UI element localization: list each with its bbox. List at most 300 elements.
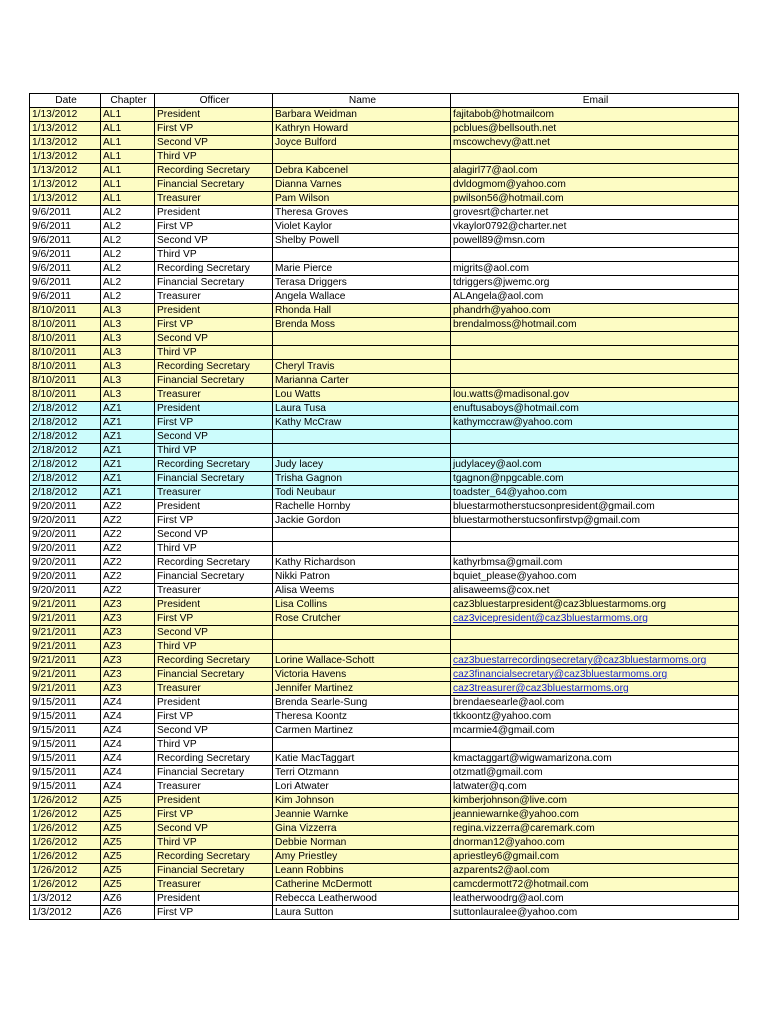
email-cell[interactable] xyxy=(451,444,739,458)
chapter-cell[interactable]: AZ1 xyxy=(101,430,155,444)
chapter-cell[interactable]: AL3 xyxy=(101,346,155,360)
date-cell[interactable]: 8/10/2011 xyxy=(30,374,101,388)
email-cell[interactable]: regina.vizzerra@caremark.com xyxy=(451,822,739,836)
officer-cell[interactable]: President xyxy=(155,206,273,220)
date-cell[interactable]: 1/3/2012 xyxy=(30,892,101,906)
date-cell[interactable]: 9/20/2011 xyxy=(30,570,101,584)
date-cell[interactable]: 9/6/2011 xyxy=(30,262,101,276)
table-row xyxy=(30,444,739,458)
date-cell[interactable]: 9/15/2011 xyxy=(30,780,101,794)
name-cell[interactable]: Terri Otzmann xyxy=(273,766,451,780)
officer-cell[interactable]: Recording Secretary xyxy=(155,850,273,864)
date-cell[interactable]: 1/13/2012 xyxy=(30,164,101,178)
name-cell[interactable]: Kathy Richardson xyxy=(273,556,451,570)
officer-cell[interactable]: First VP xyxy=(155,318,273,332)
chapter-cell[interactable]: AL1 xyxy=(101,122,155,136)
officer-cell[interactable]: Treasurer xyxy=(155,584,273,598)
date-cell[interactable]: 1/3/2012 xyxy=(30,906,101,920)
date-cell[interactable]: 1/13/2012 xyxy=(30,136,101,150)
chapter-cell[interactable]: AZ1 xyxy=(101,444,155,458)
name-cell[interactable]: Terasa Driggers xyxy=(273,276,451,290)
officer-cell[interactable]: Recording Secretary xyxy=(155,360,273,374)
chapter-cell[interactable]: AL1 xyxy=(101,108,155,122)
officer-cell[interactable]: Second VP xyxy=(155,626,273,640)
officer-cell[interactable]: President xyxy=(155,598,273,612)
chapter-cell[interactable]: AL2 xyxy=(101,220,155,234)
name-cell[interactable]: Debra Kabcenel xyxy=(273,164,451,178)
name-cell[interactable]: Jennifer Martinez xyxy=(273,682,451,696)
column-header-officer[interactable]: Officer xyxy=(155,94,273,108)
date-cell[interactable]: 9/6/2011 xyxy=(30,276,101,290)
officer-cell[interactable]: Treasurer xyxy=(155,682,273,696)
name-cell[interactable]: Rachelle Hornby xyxy=(273,500,451,514)
email-cell[interactable]: kimberjohnson@live.com xyxy=(451,794,739,808)
email-cell[interactable] xyxy=(451,374,739,388)
date-cell[interactable]: 9/6/2011 xyxy=(30,234,101,248)
column-header-name[interactable]: Name xyxy=(273,94,451,108)
email-cell[interactable]: alisaweems@cox.net xyxy=(451,584,739,598)
chapter-cell[interactable]: AZ3 xyxy=(101,626,155,640)
officer-cell[interactable]: Third VP xyxy=(155,640,273,654)
chapter-cell[interactable]: AZ5 xyxy=(101,794,155,808)
date-cell[interactable]: 9/6/2011 xyxy=(30,290,101,304)
name-cell[interactable]: Marianna Carter xyxy=(273,374,451,388)
officer-cell[interactable]: President xyxy=(155,892,273,906)
email-cell[interactable]: kathyrbmsa@gmail.com xyxy=(451,556,739,570)
chapter-cell[interactable]: AZ2 xyxy=(101,500,155,514)
officer-cell[interactable]: First VP xyxy=(155,416,273,430)
email-cell[interactable]: judylacey@aol.com xyxy=(451,458,739,472)
chapter-cell[interactable]: AZ5 xyxy=(101,864,155,878)
officer-cell[interactable]: Second VP xyxy=(155,332,273,346)
date-cell[interactable]: 9/21/2011 xyxy=(30,640,101,654)
email-cell[interactable]: migrits@aol.com xyxy=(451,262,739,276)
officer-cell[interactable]: Financial Secretary xyxy=(155,472,273,486)
chapter-cell[interactable]: AL3 xyxy=(101,318,155,332)
email-cell[interactable]: dvldogmom@yahoo.com xyxy=(451,178,739,192)
chapter-cell[interactable]: AZ3 xyxy=(101,598,155,612)
name-cell[interactable]: Alisa Weems xyxy=(273,584,451,598)
date-cell[interactable]: 8/10/2011 xyxy=(30,346,101,360)
chapter-cell[interactable]: AL2 xyxy=(101,248,155,262)
date-cell[interactable]: 2/18/2012 xyxy=(30,472,101,486)
name-cell[interactable]: Cheryl Travis xyxy=(273,360,451,374)
email-cell[interactable]: mcarmie4@gmail.com xyxy=(451,724,739,738)
date-cell[interactable]: 9/20/2011 xyxy=(30,528,101,542)
chapter-cell[interactable]: AZ3 xyxy=(101,612,155,626)
date-cell[interactable]: 9/21/2011 xyxy=(30,612,101,626)
name-cell[interactable]: Rhonda Hall xyxy=(273,304,451,318)
officer-cell[interactable]: Treasurer xyxy=(155,192,273,206)
officer-cell[interactable]: Third VP xyxy=(155,836,273,850)
name-cell[interactable]: Theresa Groves xyxy=(273,206,451,220)
date-cell[interactable]: 2/18/2012 xyxy=(30,458,101,472)
email-cell[interactable]: otzmatl@gmail.com xyxy=(451,766,739,780)
name-cell[interactable] xyxy=(273,248,451,262)
name-cell[interactable]: Laura Tusa xyxy=(273,402,451,416)
officer-cell[interactable]: Second VP xyxy=(155,430,273,444)
officer-cell[interactable]: First VP xyxy=(155,122,273,136)
date-cell[interactable]: 1/13/2012 xyxy=(30,122,101,136)
officer-cell[interactable]: President xyxy=(155,108,273,122)
date-cell[interactable]: 2/18/2012 xyxy=(30,416,101,430)
email-cell[interactable]: bquiet_please@yahoo.com xyxy=(451,570,739,584)
name-cell[interactable]: Carmen Martinez xyxy=(273,724,451,738)
name-cell[interactable]: Brenda Searle-Sung xyxy=(273,696,451,710)
email-cell[interactable]: apriestley6@gmail.com xyxy=(451,850,739,864)
chapter-cell[interactable]: AZ3 xyxy=(101,682,155,696)
officer-cell[interactable]: Third VP xyxy=(155,738,273,752)
email-cell[interactable] xyxy=(451,360,739,374)
email-cell[interactable]: grovesrt@charter.net xyxy=(451,206,739,220)
chapter-cell[interactable]: AZ4 xyxy=(101,738,155,752)
name-cell[interactable] xyxy=(273,444,451,458)
date-cell[interactable]: 9/21/2011 xyxy=(30,654,101,668)
chapter-cell[interactable]: AZ4 xyxy=(101,710,155,724)
date-cell[interactable]: 1/26/2012 xyxy=(30,836,101,850)
date-cell[interactable]: 2/18/2012 xyxy=(30,430,101,444)
name-cell[interactable]: Katie MacTaggart xyxy=(273,752,451,766)
name-cell[interactable]: Leann Robbins xyxy=(273,864,451,878)
officer-cell[interactable]: First VP xyxy=(155,612,273,626)
chapter-cell[interactable]: AZ6 xyxy=(101,892,155,906)
officer-cell[interactable]: Second VP xyxy=(155,822,273,836)
officer-cell[interactable]: Financial Secretary xyxy=(155,276,273,290)
email-cell[interactable] xyxy=(451,542,739,556)
chapter-cell[interactable]: AZ2 xyxy=(101,542,155,556)
officer-cell[interactable]: Treasurer xyxy=(155,388,273,402)
email-cell[interactable] xyxy=(451,626,739,640)
email-cell[interactable]: vkaylor0792@charter.net xyxy=(451,220,739,234)
table-row xyxy=(30,108,739,122)
name-cell[interactable]: Lou Watts xyxy=(273,388,451,402)
chapter-cell[interactable]: AZ3 xyxy=(101,640,155,654)
table-row xyxy=(30,318,739,332)
date-cell[interactable]: 9/15/2011 xyxy=(30,738,101,752)
date-cell[interactable]: 8/10/2011 xyxy=(30,304,101,318)
officer-cell[interactable]: Third VP xyxy=(155,444,273,458)
chapter-cell[interactable]: AZ3 xyxy=(101,654,155,668)
name-cell[interactable]: Kathy McCraw xyxy=(273,416,451,430)
chapter-cell[interactable]: AL3 xyxy=(101,388,155,402)
officer-cell[interactable]: Treasurer xyxy=(155,780,273,794)
officer-cell[interactable]: First VP xyxy=(155,514,273,528)
name-cell[interactable]: Debbie Norman xyxy=(273,836,451,850)
chapter-cell[interactable]: AZ1 xyxy=(101,402,155,416)
chapter-cell[interactable]: AL2 xyxy=(101,206,155,220)
chapter-cell[interactable]: AL3 xyxy=(101,304,155,318)
email-cell[interactable]: kathymccraw@yahoo.com xyxy=(451,416,739,430)
chapter-cell[interactable]: AL1 xyxy=(101,136,155,150)
name-cell[interactable]: Jackie Gordon xyxy=(273,514,451,528)
chapter-cell[interactable]: AZ5 xyxy=(101,850,155,864)
date-cell[interactable]: 8/10/2011 xyxy=(30,332,101,346)
officer-cell[interactable]: Financial Secretary xyxy=(155,766,273,780)
email-cell[interactable]: tkkoontz@yahoo.com xyxy=(451,710,739,724)
name-cell[interactable]: Barbara Weidman xyxy=(273,108,451,122)
officer-cell[interactable]: Recording Secretary xyxy=(155,654,273,668)
email-cell[interactable] xyxy=(451,346,739,360)
name-cell[interactable] xyxy=(273,346,451,360)
email-cell[interactable]: mscowchevy@att.net xyxy=(451,136,739,150)
chapter-cell[interactable]: AZ5 xyxy=(101,878,155,892)
email-cell[interactable]: bluestarmotherstucsonfirstvp@gmail.com xyxy=(451,514,739,528)
email-cell[interactable]: fajitabob@hotmailcom xyxy=(451,108,739,122)
email-cell[interactable]: leatherwoodrg@aol.com xyxy=(451,892,739,906)
chapter-cell[interactable]: AL2 xyxy=(101,290,155,304)
date-cell[interactable]: 9/6/2011 xyxy=(30,248,101,262)
email-cell[interactable]: tdriggers@jwemc.org xyxy=(451,276,739,290)
name-cell[interactable]: Shelby Powell xyxy=(273,234,451,248)
officer-cell[interactable]: Treasurer xyxy=(155,486,273,500)
name-cell[interactable]: Gina Vizzerra xyxy=(273,822,451,836)
date-cell[interactable]: 1/26/2012 xyxy=(30,822,101,836)
chapter-cell[interactable]: AZ1 xyxy=(101,472,155,486)
chapter-cell[interactable]: AZ4 xyxy=(101,766,155,780)
column-header-email[interactable]: Email xyxy=(451,94,739,108)
name-cell[interactable]: Kim Johnson xyxy=(273,794,451,808)
chapter-cell[interactable]: AZ2 xyxy=(101,584,155,598)
officer-cell[interactable]: President xyxy=(155,794,273,808)
name-cell[interactable]: Brenda Moss xyxy=(273,318,451,332)
email-cell[interactable]: phandrh@yahoo.com xyxy=(451,304,739,318)
date-cell[interactable]: 1/26/2012 xyxy=(30,878,101,892)
name-cell[interactable]: Catherine McDermott xyxy=(273,878,451,892)
officer-cell[interactable]: Third VP xyxy=(155,248,273,262)
date-cell[interactable]: 1/13/2012 xyxy=(30,108,101,122)
date-cell[interactable]: 1/13/2012 xyxy=(30,150,101,164)
email-cell[interactable]: bluestarmotherstucsonpresident@gmail.com xyxy=(451,500,739,514)
chapter-cell[interactable]: AZ4 xyxy=(101,780,155,794)
name-cell[interactable]: Theresa Koontz xyxy=(273,710,451,724)
name-cell[interactable]: Laura Sutton xyxy=(273,906,451,920)
officer-cell[interactable]: Third VP xyxy=(155,542,273,556)
email-cell[interactable]: azparents2@aol.com xyxy=(451,864,739,878)
date-cell[interactable]: 8/10/2011 xyxy=(30,388,101,402)
officer-cell[interactable]: President xyxy=(155,500,273,514)
name-cell[interactable]: Marie Pierce xyxy=(273,262,451,276)
chapter-cell[interactable]: AZ2 xyxy=(101,570,155,584)
officer-cell[interactable]: Financial Secretary xyxy=(155,374,273,388)
chapter-cell[interactable]: AZ5 xyxy=(101,836,155,850)
date-cell[interactable]: 1/26/2012 xyxy=(30,850,101,864)
officer-cell[interactable]: First VP xyxy=(155,808,273,822)
chapter-cell[interactable]: AL1 xyxy=(101,150,155,164)
date-cell[interactable]: 9/6/2011 xyxy=(30,206,101,220)
email-cell[interactable] xyxy=(451,248,739,262)
officer-cell[interactable]: Financial Secretary xyxy=(155,178,273,192)
date-cell[interactable]: 2/18/2012 xyxy=(30,402,101,416)
email-cell[interactable] xyxy=(451,430,739,444)
date-cell[interactable]: 8/10/2011 xyxy=(30,318,101,332)
date-cell[interactable]: 1/26/2012 xyxy=(30,794,101,808)
chapter-cell[interactable]: AL1 xyxy=(101,178,155,192)
name-cell[interactable]: Jeannie Warnke xyxy=(273,808,451,822)
column-header-chapter[interactable]: Chapter xyxy=(101,94,155,108)
date-cell[interactable]: 9/21/2011 xyxy=(30,626,101,640)
officer-cell[interactable]: Recording Secretary xyxy=(155,752,273,766)
chapter-cell[interactable]: AL3 xyxy=(101,374,155,388)
email-cell[interactable]: kmactaggart@wigwamarizona.com xyxy=(451,752,739,766)
email-cell[interactable]: latwater@q.com xyxy=(451,780,739,794)
chapter-cell[interactable]: AL2 xyxy=(101,234,155,248)
email-cell[interactable] xyxy=(451,332,739,346)
officer-cell[interactable]: Second VP xyxy=(155,528,273,542)
officer-cell[interactable]: Third VP xyxy=(155,150,273,164)
email-cell[interactable]: alagirl77@aol.com xyxy=(451,164,739,178)
email-cell[interactable] xyxy=(451,528,739,542)
officer-cell[interactable]: Financial Secretary xyxy=(155,570,273,584)
name-cell[interactable]: Violet Kaylor xyxy=(273,220,451,234)
date-cell[interactable]: 9/20/2011 xyxy=(30,514,101,528)
name-cell[interactable]: Kathryn Howard xyxy=(273,122,451,136)
date-cell[interactable]: 9/20/2011 xyxy=(30,584,101,598)
officer-cell[interactable]: First VP xyxy=(155,906,273,920)
email-cell[interactable] xyxy=(451,150,739,164)
chapter-cell[interactable]: AZ5 xyxy=(101,822,155,836)
email-cell[interactable]: powell89@msn.com xyxy=(451,234,739,248)
officer-cell[interactable]: Treasurer xyxy=(155,290,273,304)
email-cell[interactable]: pcblues@bellsouth.net xyxy=(451,122,739,136)
email-link[interactable]: caz3financialsecretary@caz3bluestarmoms.org xyxy=(451,668,739,682)
officer-cell[interactable]: Recording Secretary xyxy=(155,164,273,178)
date-cell[interactable]: 9/15/2011 xyxy=(30,710,101,724)
name-cell[interactable]: Lorine Wallace-Schott xyxy=(273,654,451,668)
officer-cell[interactable]: First VP xyxy=(155,220,273,234)
date-cell[interactable]: 9/6/2011 xyxy=(30,220,101,234)
name-cell[interactable]: Lori Atwater xyxy=(273,780,451,794)
officer-cell[interactable]: Recording Secretary xyxy=(155,262,273,276)
name-cell[interactable]: Judy lacey xyxy=(273,458,451,472)
officer-cell[interactable]: President xyxy=(155,304,273,318)
name-cell[interactable] xyxy=(273,332,451,346)
email-cell[interactable]: suttonlauralee@yahoo.com xyxy=(451,906,739,920)
date-cell[interactable]: 9/15/2011 xyxy=(30,766,101,780)
officer-cell[interactable]: Second VP xyxy=(155,234,273,248)
chapter-cell[interactable]: AZ4 xyxy=(101,724,155,738)
email-cell[interactable]: camcdermott72@hotmail.com xyxy=(451,878,739,892)
officer-cell[interactable]: Financial Secretary xyxy=(155,864,273,878)
date-cell[interactable]: 9/21/2011 xyxy=(30,682,101,696)
email-cell[interactable]: brendalmoss@hotmail.com xyxy=(451,318,739,332)
date-cell[interactable]: 8/10/2011 xyxy=(30,360,101,374)
name-cell[interactable]: Lisa Collins xyxy=(273,598,451,612)
name-cell[interactable]: Rose Crutcher xyxy=(273,612,451,626)
officer-cell[interactable]: Recording Secretary xyxy=(155,458,273,472)
table-row xyxy=(30,570,739,584)
name-cell[interactable] xyxy=(273,640,451,654)
date-cell[interactable]: 1/13/2012 xyxy=(30,178,101,192)
name-cell[interactable] xyxy=(273,430,451,444)
email-cell[interactable]: tgagnon@npgcable.com xyxy=(451,472,739,486)
email-link[interactable]: caz3buestarrecordingsecretary@caz3bluestarmoms.org xyxy=(451,654,739,668)
name-cell[interactable]: Rebecca Leatherwood xyxy=(273,892,451,906)
chapter-cell[interactable]: AL1 xyxy=(101,164,155,178)
name-cell[interactable]: Todi Neubaur xyxy=(273,486,451,500)
date-cell[interactable]: 1/26/2012 xyxy=(30,808,101,822)
officer-cell[interactable]: President xyxy=(155,402,273,416)
name-cell[interactable]: Joyce Bulford xyxy=(273,136,451,150)
email-cell[interactable] xyxy=(451,640,739,654)
officer-cell[interactable]: Second VP xyxy=(155,724,273,738)
table-row xyxy=(30,206,739,220)
column-header-date[interactable]: Date xyxy=(30,94,101,108)
name-cell[interactable] xyxy=(273,542,451,556)
chapter-cell[interactable]: AZ5 xyxy=(101,808,155,822)
chapter-cell[interactable]: AL1 xyxy=(101,192,155,206)
chapter-cell[interactable]: AL3 xyxy=(101,360,155,374)
name-cell[interactable]: Victoria Havens xyxy=(273,668,451,682)
chapter-cell[interactable]: AZ2 xyxy=(101,514,155,528)
date-cell[interactable]: 9/15/2011 xyxy=(30,752,101,766)
date-cell[interactable]: 2/18/2012 xyxy=(30,444,101,458)
email-cell[interactable]: brendaesearle@aol.com xyxy=(451,696,739,710)
chapter-cell[interactable]: AZ2 xyxy=(101,556,155,570)
date-cell[interactable]: 9/20/2011 xyxy=(30,542,101,556)
officer-cell[interactable]: Treasurer xyxy=(155,878,273,892)
officer-cell[interactable]: Third VP xyxy=(155,346,273,360)
date-cell[interactable]: 9/15/2011 xyxy=(30,724,101,738)
chapter-cell[interactable]: AL3 xyxy=(101,332,155,346)
chapter-cell[interactable]: AZ3 xyxy=(101,668,155,682)
chapter-cell[interactable]: AZ4 xyxy=(101,696,155,710)
name-cell[interactable] xyxy=(273,738,451,752)
email-cell[interactable] xyxy=(451,738,739,752)
email-cell[interactable]: ALAngela@aol.com xyxy=(451,290,739,304)
email-cell[interactable]: lou.watts@madisonal.gov xyxy=(451,388,739,402)
date-cell[interactable]: 9/15/2011 xyxy=(30,696,101,710)
chapter-cell[interactable]: AZ1 xyxy=(101,416,155,430)
email-link[interactable]: caz3treasurer@caz3bluestarmoms.org xyxy=(451,682,739,696)
email-cell[interactable]: caz3bluestarpresident@caz3bluestarmoms.org xyxy=(451,598,739,612)
chapter-cell[interactable]: AL2 xyxy=(101,276,155,290)
chapter-cell[interactable]: AZ2 xyxy=(101,528,155,542)
date-cell[interactable]: 1/13/2012 xyxy=(30,192,101,206)
name-cell[interactable]: Amy Priestley xyxy=(273,850,451,864)
name-cell[interactable] xyxy=(273,150,451,164)
email-cell[interactable]: enuftusaboys@hotmail.com xyxy=(451,402,739,416)
officer-cell[interactable]: Recording Secretary xyxy=(155,556,273,570)
name-cell[interactable]: Nikki Patron xyxy=(273,570,451,584)
date-cell[interactable]: 1/26/2012 xyxy=(30,864,101,878)
email-link[interactable]: caz3vicepresident@caz3bluestarmoms.org xyxy=(451,612,739,626)
officer-cell[interactable]: Second VP xyxy=(155,136,273,150)
name-cell[interactable]: Angela Wallace xyxy=(273,290,451,304)
officer-cell[interactable]: First VP xyxy=(155,710,273,724)
chapter-cell[interactable]: AZ6 xyxy=(101,906,155,920)
date-cell[interactable]: 9/20/2011 xyxy=(30,556,101,570)
date-cell[interactable]: 9/20/2011 xyxy=(30,500,101,514)
officer-cell[interactable]: President xyxy=(155,696,273,710)
chapter-cell[interactable]: AZ1 xyxy=(101,458,155,472)
email-cell[interactable]: pwilson56@hotmail.com xyxy=(451,192,739,206)
name-cell[interactable] xyxy=(273,626,451,640)
email-cell[interactable]: jeanniewarnke@yahoo.com xyxy=(451,808,739,822)
name-cell[interactable]: Trisha Gagnon xyxy=(273,472,451,486)
email-cell[interactable]: toadster_64@yahoo.com xyxy=(451,486,739,500)
name-cell[interactable] xyxy=(273,528,451,542)
date-cell[interactable]: 9/21/2011 xyxy=(30,598,101,612)
chapter-cell[interactable]: AL2 xyxy=(101,262,155,276)
officer-cell[interactable]: Financial Secretary xyxy=(155,668,273,682)
date-cell[interactable]: 9/21/2011 xyxy=(30,668,101,682)
name-cell[interactable]: Pam Wilson xyxy=(273,192,451,206)
name-cell[interactable]: Dianna Varnes xyxy=(273,178,451,192)
chapter-cell[interactable]: AZ1 xyxy=(101,486,155,500)
chapter-cell[interactable]: AZ4 xyxy=(101,752,155,766)
email-cell[interactable]: dnorman12@yahoo.com xyxy=(451,836,739,850)
date-cell[interactable]: 2/18/2012 xyxy=(30,486,101,500)
